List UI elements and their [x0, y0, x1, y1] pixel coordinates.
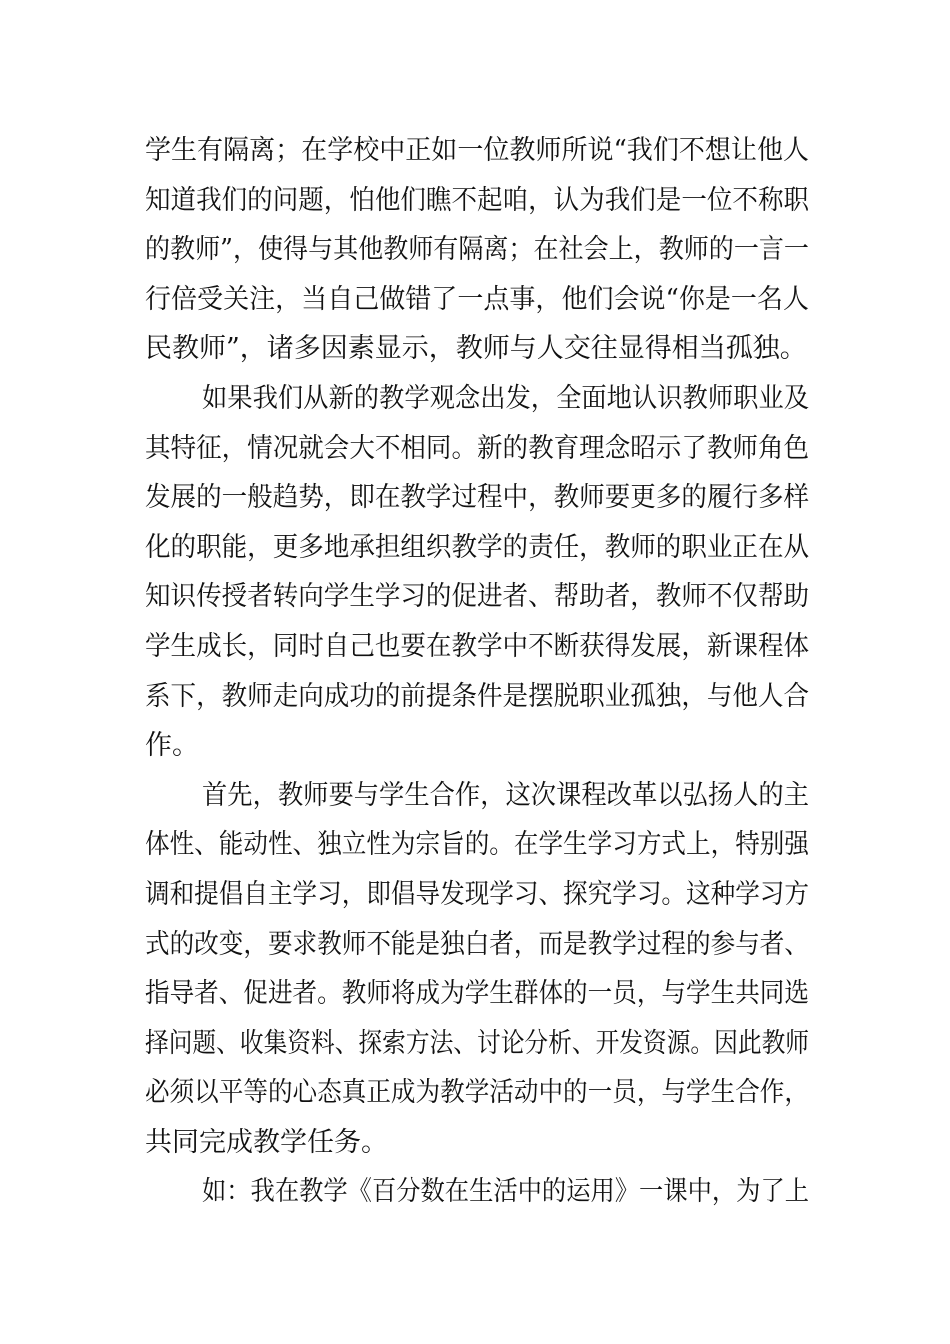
- text-line: 行倍受关注，当自己做错了一点事，他们会说“你是一名人: [145, 283, 810, 315]
- text-line: 其特征，情况就会大不相同。新的教育理念昭示了教师角色: [145, 432, 810, 464]
- text-line: 首先，教师要与学生合作，这次课程改革以弘扬人的主: [202, 779, 809, 811]
- paragraph-3: [145, 771, 809, 1168]
- text-line: 知道我们的问题，怕他们瞧不起咱，认为我们是一位不称职: [145, 184, 810, 216]
- text-line: 发展的一般趋势，即在教学过程中，教师要更多的履行多样: [145, 482, 810, 514]
- document-page: [145, 126, 809, 1217]
- paragraph-4: [145, 1167, 809, 1217]
- text-line: 学生成长，同时自己也要在教学中不断获得发展，新课程体: [145, 630, 810, 662]
- text-line: 体性、能动性、独立性为宗旨的。在学生学习方式上，特别强: [145, 829, 809, 861]
- text-line: 共同完成教学任务。: [145, 1126, 388, 1158]
- text-line: 知识传授者转向学生学习的促进者、帮助者，教师不仅帮助: [145, 581, 810, 613]
- text-line: 如：我在教学《百分数在生活中的运用》一课中，为了上: [202, 1176, 810, 1208]
- text-line: 化的职能，更多地承担组织教学的责任，教师的职业正在从: [145, 531, 810, 563]
- text-line: 如果我们从新的教学观念出发，全面地认识教师职业及: [202, 382, 809, 414]
- text-line: 学生有隔离；在学校中正如一位教师所说“我们不想让他人: [145, 135, 810, 166]
- text-line: 调和提倡自主学习，即倡导发现学习、探究学习。这种学习方: [145, 878, 809, 910]
- text-line: 择问题、收集资料、探索方法、讨论分析、开发资源。因此教师: [145, 1027, 809, 1059]
- paragraph-1: [145, 126, 809, 374]
- text-line: 式的改变，要求教师不能是独白者，而是教学过程的参与者、: [145, 928, 809, 960]
- text-line: 必须以平等的心态真正成为教学活动中的一员，与学生合作，: [145, 1077, 809, 1109]
- text-line: 系下，教师走向成功的前提条件是摆脱职业孤独，与他人合: [145, 680, 810, 712]
- paragraph-2: [145, 374, 809, 771]
- text-line: 的教师”，使得与其他教师有隔离；在社会上，教师的一言一: [145, 234, 809, 266]
- text-line: 作。: [145, 730, 199, 762]
- text-line: 民教师”，诸多因素显示，教师与人交往显得相当孤独。: [145, 333, 807, 365]
- text-line: 指导者、促进者。教师将成为学生群体的一员，与学生共同选: [145, 978, 809, 1010]
